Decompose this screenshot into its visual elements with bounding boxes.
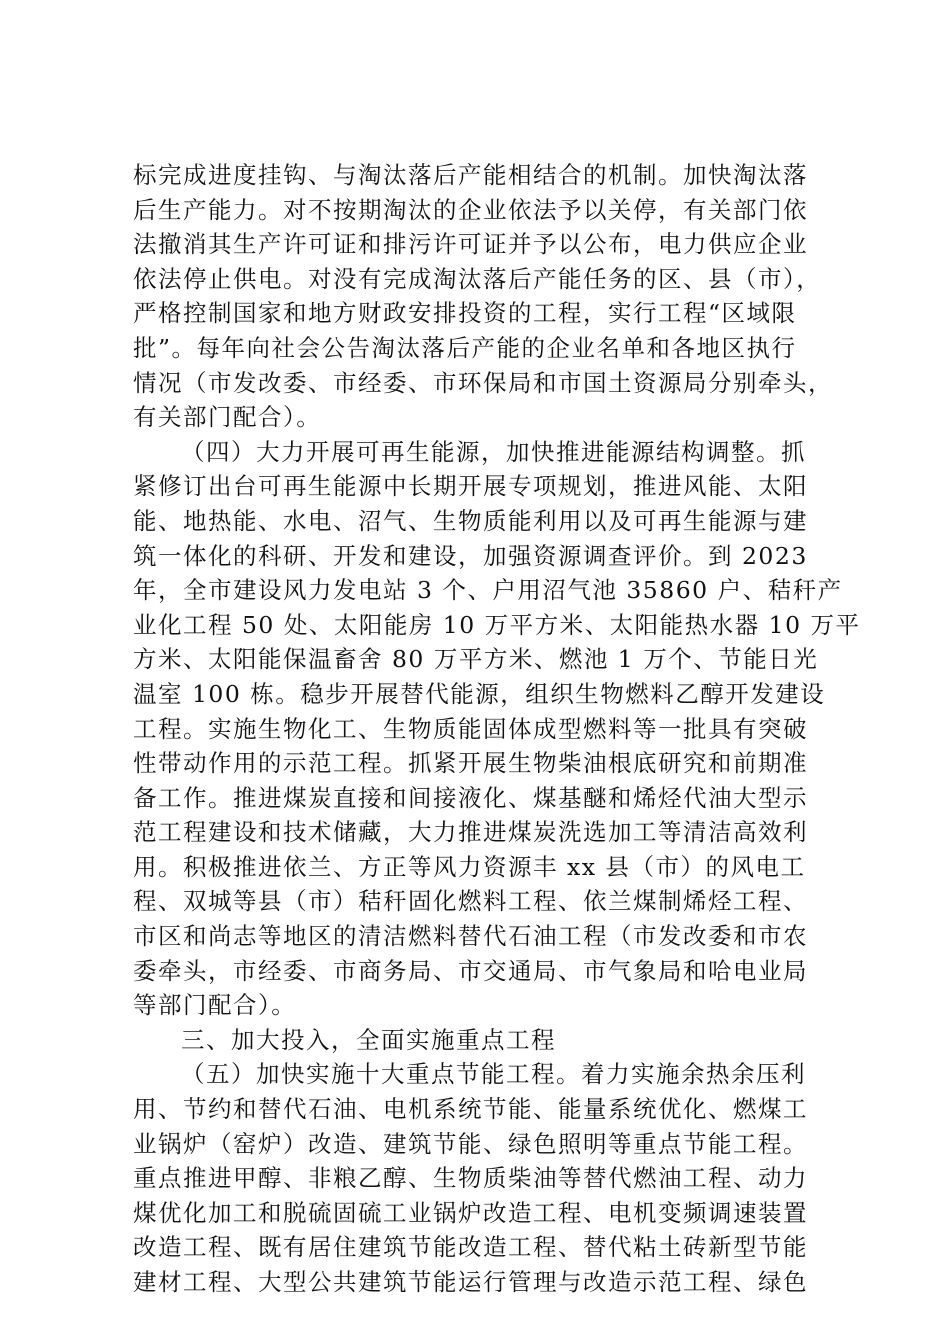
- text-line: 后生产能力。对不按期淘汰的企业依法予以关停，有关部门依: [133, 195, 808, 224]
- text-line: 业锅炉（窑炉）改造、建筑节能、绿色照明等重点节能工程。: [133, 1129, 808, 1158]
- text-line: 市区和尚志等地区的清洁燃料替代石油工程（市发改委和市农: [133, 922, 808, 951]
- text-line: 法撤消其生产许可证和排污许可证并予以公布，电力供应企业: [133, 230, 808, 259]
- text-line: 煤优化加工和脱硫固硫工业锅炉改造工程、电机变频调速装置: [133, 1198, 808, 1227]
- text-line: 情况（市发改委、市经委、市环保局和市国土资源局分别牵头，: [133, 368, 833, 397]
- text-line: 建材工程、大型公共建筑节能运行管理与改造示范工程、绿色: [133, 1268, 808, 1296]
- text-line: 依法停止供电。对没有完成淘汰落后产能任务的区、县（市），: [133, 264, 822, 293]
- text-line: 范工程建设和技术储藏，大力推进煤炭洗选加工等清洁高效利: [133, 818, 808, 847]
- text-line: 用、节约和替代石油、电机系统节能、能量系统优化、燃煤工: [133, 1095, 808, 1124]
- text-line: 性带动作用的示范工程。抓紧开展生物柴油根底研究和前期准: [133, 749, 808, 778]
- text-line: 工程。实施生物化工、生物质能固体成型燃料等一批具有突破: [133, 714, 808, 743]
- text-line: 业化工程 50 处、太阳能房 10 万平方米、太阳能热水器 10 万平: [133, 610, 861, 639]
- text-line: 三、加大投入，全面实施重点工程: [181, 1025, 556, 1054]
- text-line: 等部门配合）。: [133, 991, 297, 1020]
- document-body: [133, 158, 861, 1300]
- text-line: 用。积极推进依兰、方正等风力资源丰 xx 县（市）的风电工: [133, 852, 806, 881]
- text-line: 重点推进甲醇、非粮乙醇、生物质柴油等替代燃油工程、动力: [133, 1164, 808, 1193]
- text-line: 年，全市建设风力发电站 3 个、户用沼气池 35860 户、秸秆产: [133, 576, 843, 605]
- text-line: 有关部门配合）。: [133, 403, 322, 432]
- text-line: 备工作。推进煤炭直接和间接液化、煤基醚和烯烃代油大型示: [133, 783, 808, 812]
- text-line: 程、双城等县（市）秸秆固化燃料工程、依兰煤制烯烃工程、: [133, 887, 808, 916]
- text-line: 委牵头，市经委、市商务局、市交通局、市气象局和哈电业局: [133, 956, 808, 985]
- text-line: 筑一体化的科研、开发和建设，加强资源调查评价。到 2023: [133, 541, 808, 570]
- text-line: 批”。每年向社会公告淘汰落后产能的企业名单和各地区执行: [133, 333, 797, 362]
- text-line: 方米、太阳能保温畜舍 80 万平方米、燃池 1 万个、节能日光: [133, 645, 819, 674]
- text-line: 温室 100 栋。稳步开展替代能源，组织生物燃料乙醇开发建设: [133, 679, 826, 708]
- text-line: 严格控制国家和地方财政安排投资的工程，实行工程“区域限: [133, 299, 797, 328]
- text-line: 紧修订出台可再生能源中长期开展专项规划，推进风能、太阳: [133, 472, 808, 501]
- text-line: （四）大力开展可再生能源，加快推进能源结构调整。抓: [181, 437, 806, 466]
- text-line: （五）加快实施十大重点节能工程。着力实施余热余压利: [181, 1060, 806, 1089]
- text-line: 标完成进度挂钩、与淘汰落后产能相结合的机制。加快淘汰落: [133, 161, 808, 189]
- text-line: 改造工程、既有居住建筑节能改造工程、替代粘土砖新型节能: [133, 1233, 808, 1262]
- text-line: 能、地热能、水电、沼气、生物质能利用以及可再生能源与建: [133, 506, 808, 535]
